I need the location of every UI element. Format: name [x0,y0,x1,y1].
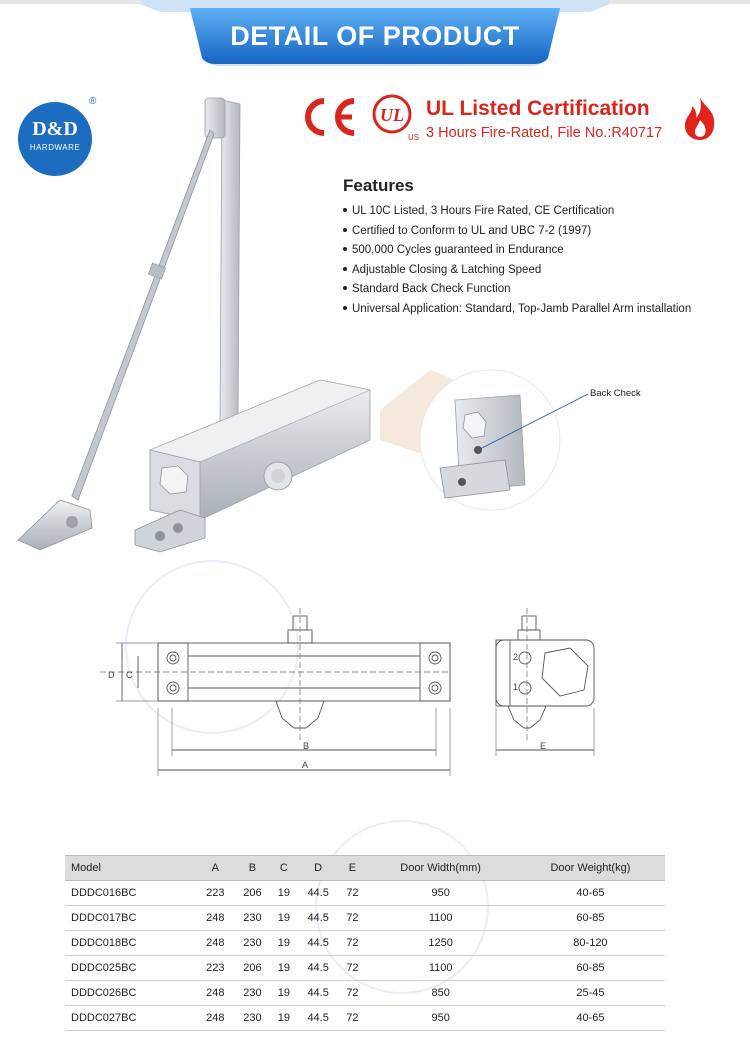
table-cell: 80-120 [516,931,665,956]
table-cell: 19 [271,956,297,981]
table-header-cell: C [271,856,297,881]
table-cell: 40-65 [516,881,665,906]
table-cell: 248 [197,906,234,931]
dimension-d-label: D [108,670,115,680]
table-cell: DDDC017BC [65,906,197,931]
feature-text: Standard Back Check Function [352,283,511,296]
table-row [65,1006,665,1031]
table-cell: 72 [339,906,365,931]
table-cell: 72 [339,956,365,981]
dimension-a-label: A [302,760,309,770]
table-cell: 230 [234,931,271,956]
table-cell: DDDC025BC [65,956,197,981]
dimension-e-label: E [540,741,547,751]
table-row [65,981,665,1006]
valve-number-label: 1 [513,682,519,692]
table-cell: 1100 [365,906,515,931]
feature-text: Certified to Conform to UL and UBC 7-2 (1997) [352,224,592,237]
ul-mark-us: US [408,133,420,142]
table-cell: DDDC018BC [65,931,197,956]
table-cell: 230 [234,906,271,931]
table-cell: DDDC026BC [65,981,197,1006]
table-cell: 72 [339,931,365,956]
table-cell: 223 [197,956,234,981]
table-cell: 40-65 [516,1006,665,1031]
table-row [65,956,665,981]
table-header-cell: Door Width(mm) [365,856,515,881]
table-cell: 223 [197,881,234,906]
features-title: Features [343,176,414,195]
ul-mark-text: UL [380,105,404,125]
registered-mark: ® [89,96,97,107]
table-header-cell: Model [65,856,197,881]
table-header-cell: A [197,856,234,881]
table-cell: 19 [271,981,297,1006]
table-cell: 248 [197,981,234,1006]
table-cell: 44.5 [297,981,340,1006]
table-cell: 72 [339,881,365,906]
page-title: DETAIL OF PRODUCT [230,21,520,51]
table-header-cell: Door Weight(kg) [516,856,665,881]
table-cell: 19 [271,881,297,906]
table-header-cell: D [297,856,340,881]
table-cell: 950 [365,1006,515,1031]
table-cell: 19 [271,931,297,956]
table-cell: 230 [234,1006,271,1031]
table-cell: 72 [339,1006,365,1031]
table-cell: 60-85 [516,906,665,931]
feature-text: Universal Application: Standard, Top-Jamb Parallel Arm installation [352,302,692,315]
table-cell: 44.5 [297,1006,340,1031]
table-cell: 44.5 [297,931,340,956]
table-row [65,906,665,931]
brand-logo-name: D&D [32,118,78,140]
feature-text: 500,000 Cycles guaranteed in Endurance [352,244,564,257]
certification-subtitle: 3 Hours Fire-Rated, File No.:R40717 [426,125,663,141]
table-cell: 230 [234,981,271,1006]
brand-logo-subtitle: HARDWARE [29,143,81,152]
table-cell: 248 [197,931,234,956]
table-cell: 72 [339,981,365,1006]
table-cell: DDDC016BC [65,881,197,906]
table-row [65,881,665,906]
table-header-cell: B [234,856,271,881]
table-cell: 44.5 [297,906,340,931]
table-cell: 19 [271,906,297,931]
table-cell: 25-45 [516,981,665,1006]
table-header-row [65,856,665,881]
table-cell: 850 [365,981,515,1006]
feature-text: UL 10C Listed, 3 Hours Fire Rated, CE Certification [352,205,615,217]
table-cell: 1100 [365,956,515,981]
table-cell: 19 [271,1006,297,1031]
certification-title: UL Listed Certification [426,97,650,120]
table-cell: 60-85 [516,956,665,981]
table-row [65,931,665,956]
table-cell: 1250 [365,931,515,956]
feature-text: Adjustable Closing & Latching Speed [352,263,542,276]
dimension-drawing [100,608,620,778]
dimension-b-label: B [303,741,310,751]
dimension-c-label: C [126,670,133,680]
door-closer-product-image [0,90,750,610]
table-cell: 44.5 [297,881,340,906]
table-cell: 44.5 [297,956,340,981]
back-check-callout-label: Back Check [590,388,641,399]
table-header-cell: E [339,856,365,881]
table-cell: 206 [234,881,271,906]
specification-table [65,855,665,1031]
table-cell: 950 [365,881,515,906]
table-cell: 248 [197,1006,234,1031]
table-cell: DDDC027BC [65,1006,197,1031]
valve-number-label: 2 [513,652,519,662]
table-cell: 206 [234,956,271,981]
